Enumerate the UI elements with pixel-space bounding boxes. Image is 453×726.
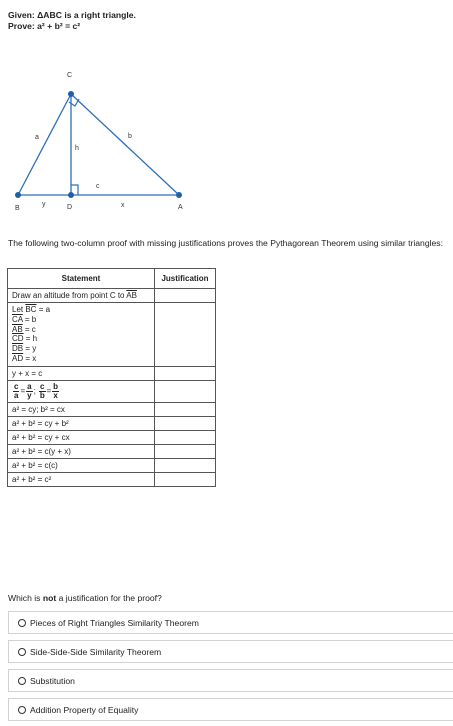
choice-label: Side-Side-Side Similarity Theorem bbox=[30, 646, 162, 657]
ratio-equals: = bbox=[46, 386, 52, 396]
segment-ab: $\overline{AB}$ bbox=[126, 291, 137, 300]
table-row bbox=[8, 416, 216, 430]
fraction-b-over-x: $\frac{b}{x}$ bbox=[53, 381, 59, 400]
statement-cell: a² + b² = c(c) bbox=[8, 458, 155, 472]
prove-line: Prove: a² + b² = c² bbox=[8, 21, 81, 31]
proof-header-row bbox=[8, 269, 216, 289]
triangle-figure bbox=[7, 44, 190, 216]
choice-label: Addition Property of Equality bbox=[30, 704, 139, 715]
definition-line: $\overline{CA} = b$ bbox=[12, 314, 37, 324]
statement-cell: a² = cy; b² = cx bbox=[8, 402, 155, 416]
choice-label: Substitution bbox=[30, 675, 75, 686]
statement-text: Draw an altitude from point C to bbox=[12, 291, 127, 300]
answer-choice-3[interactable] bbox=[8, 669, 453, 692]
table-row bbox=[8, 458, 216, 472]
point-b bbox=[15, 192, 21, 198]
side-a bbox=[18, 94, 71, 195]
fraction-a-over-y: $\frac{a}{y}$ bbox=[27, 381, 32, 400]
justification-cell bbox=[155, 303, 216, 367]
answer-choice-2[interactable] bbox=[8, 640, 453, 663]
table-row bbox=[8, 303, 216, 367]
justification-cell bbox=[155, 472, 216, 486]
radio-button[interactable] bbox=[18, 677, 26, 685]
given-prove-text bbox=[8, 10, 136, 32]
intro-text: The following two-column proof with missing justifications proves the Pythagorean Theorem using similar triangles: bbox=[8, 238, 443, 248]
definition-line: $\overline{DB} = y$ bbox=[12, 344, 37, 354]
label-a: a bbox=[35, 134, 39, 141]
question-text: Which is not a justification for the proof? bbox=[8, 593, 162, 603]
statement-cell: y + x = c bbox=[8, 366, 155, 380]
justification-cell bbox=[155, 444, 216, 458]
label-a-vertex: A bbox=[178, 204, 183, 211]
fraction-c-over-a: $\frac{c}{a}$ bbox=[14, 381, 19, 400]
justification-cell bbox=[155, 366, 216, 380]
definition-line: $\overline{AB} = c$ bbox=[12, 324, 36, 334]
choice-label: Pieces of Right Triangles Similarity Theorem bbox=[30, 617, 199, 628]
answer-choice-1[interactable] bbox=[8, 611, 453, 634]
point-c bbox=[68, 91, 74, 97]
table-row bbox=[8, 380, 216, 402]
definition-line: $\overline{CD} = h$ bbox=[12, 334, 38, 344]
answer-choice-4[interactable] bbox=[8, 698, 453, 721]
radio-button[interactable] bbox=[18, 706, 26, 714]
definition-line: Let $\overline{BC} = a$ bbox=[12, 305, 51, 314]
justification-cell bbox=[155, 416, 216, 430]
side-b bbox=[71, 94, 179, 195]
radio-button[interactable] bbox=[18, 619, 26, 627]
header-justification: Justification bbox=[155, 269, 216, 289]
statement-cell: a² + b² = cy + cx bbox=[8, 430, 155, 444]
label-d-vertex: D bbox=[67, 204, 73, 211]
header-statement: Statement bbox=[8, 269, 155, 289]
justification-cell bbox=[155, 402, 216, 416]
justification-cell bbox=[155, 289, 216, 303]
label-x: x bbox=[121, 202, 125, 209]
justification-cell bbox=[155, 380, 216, 402]
point-a bbox=[176, 192, 182, 198]
label-y: y bbox=[42, 201, 46, 208]
table-row bbox=[8, 444, 216, 458]
proof-table bbox=[7, 268, 216, 487]
label-c-vertex: C bbox=[67, 72, 73, 79]
table-row bbox=[8, 430, 216, 444]
fraction-c-over-b: $\frac{c}{b}$ bbox=[39, 381, 45, 400]
statement-cell: a² + b² = cy + b² bbox=[8, 416, 155, 430]
statement-cell: a² + b² = c² bbox=[8, 472, 155, 486]
statement-cell bbox=[8, 289, 155, 303]
statement-cell: a² + b² = c(y + x) bbox=[8, 444, 155, 458]
table-row bbox=[8, 289, 216, 303]
definition-line: $\overline{AD} = x$ bbox=[12, 353, 37, 363]
label-c-side: c bbox=[96, 183, 100, 190]
given-line: Given: ΔABC is a right triangle. bbox=[8, 10, 136, 20]
label-b-vertex: B bbox=[15, 205, 20, 212]
question-emphasis: not bbox=[42, 593, 57, 603]
justification-cell bbox=[155, 458, 216, 472]
point-d bbox=[68, 192, 74, 198]
table-row bbox=[8, 472, 216, 486]
label-h: h bbox=[75, 145, 79, 152]
triangle-diagram bbox=[7, 44, 190, 216]
statement-cell bbox=[8, 303, 155, 367]
justification-cell bbox=[155, 430, 216, 444]
table-row bbox=[8, 402, 216, 416]
label-b: b bbox=[128, 133, 132, 140]
radio-button[interactable] bbox=[18, 648, 26, 656]
statement-cell: $\frac{c}{a}$ = $\frac{a}{y}$ ; $\frac{c}{b}$ = $\frac{b}{x}$ bbox=[8, 380, 155, 402]
table-row bbox=[8, 366, 216, 380]
